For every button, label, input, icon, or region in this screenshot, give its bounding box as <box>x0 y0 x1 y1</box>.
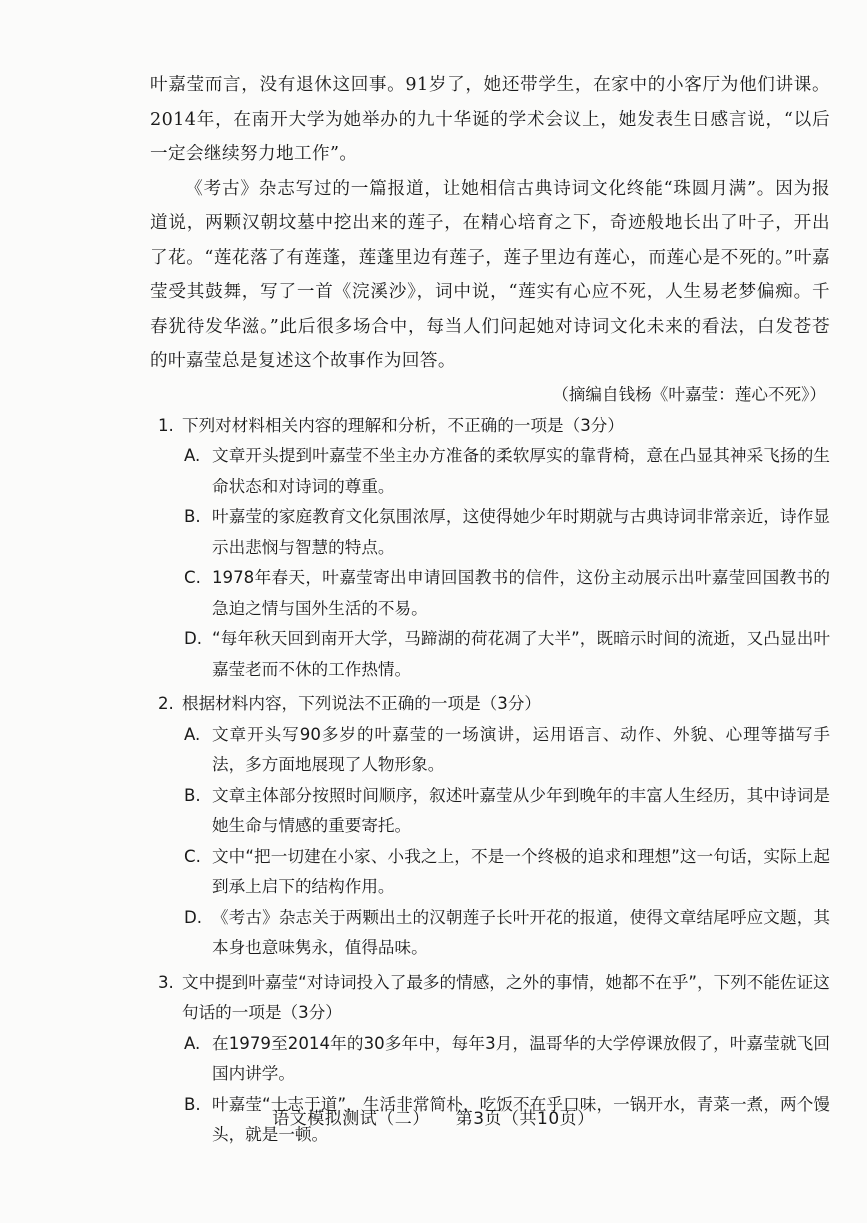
option-text: 叶嘉莹的家庭教育文化氛围浓厚，这使得她少年时期就与古典诗词非常亲近，诗作显示出悲悯与智慧的特点。 <box>212 507 830 557</box>
option-d <box>150 624 830 685</box>
option-letter: B. <box>184 785 201 805</box>
question-1 <box>150 411 830 686</box>
question-stem <box>150 689 830 720</box>
option-a <box>150 720 830 781</box>
question-text: 文中提到叶嘉莹“对诗词投入了最多的情感，之外的事情，她都不在乎”，下列不能佐证这句话的一项是（3分） <box>182 972 830 1022</box>
option-letter: C. <box>184 846 201 866</box>
question-number: 3. <box>158 972 174 992</box>
option-text: 文章开头写90多岁的叶嘉莹的一场演讲，运用语言、动作、外貌、心理等描写手法，多方面地展现了人物形象。 <box>212 724 830 774</box>
passage-paragraph-2: 《考古》杂志写过的一篇报道，让她相信古典诗词文化终能“珠圆月满”。因为报道说，两颗汉朝坟墓中挖出来的莲子，在精心培育之下，奇迹般地长出了叶子，开出了花。“莲花落了有莲蓬，莲蓬里边有莲子，莲子里边有莲心，而莲心是不死的。”叶嘉莹受其鼓舞，写了一首《浣溪沙》，词中说，“莲实有心应不死，人生易老梦偏痴。千春犹待发华滋。”此后很多场合中，每当人们问起她对诗词文化未来的看法，白发苍苍的叶嘉莹总是复述这个故事作为回答。 <box>150 178 830 371</box>
page-footer <box>0 1104 867 1129</box>
option-letter: B. <box>184 1094 201 1114</box>
question-number: 1. <box>158 415 174 435</box>
option-text: 文章开头提到叶嘉莹不坐主办方准备的柔软厚实的靠背椅，意在凸显其神采飞扬的生命状态和对诗词的尊重。 <box>212 446 830 496</box>
option-text: 《考古》杂志关于两颗出土的汉朝莲子长叶开花的报道，使得文章结尾呼应文题，其本身也意味隽永，值得品味。 <box>212 907 830 957</box>
option-letter: B. <box>184 507 201 526</box>
passage-source: （摘编自钱杨《叶嘉莹：莲心不死》） <box>552 384 826 404</box>
option-letter: D. <box>184 629 203 648</box>
option-text: 文章主体部分按照时间顺序，叙述叶嘉莹从少年到晚年的丰富人生经历，其中诗词是她生命与情感的重要寄托。 <box>212 785 830 835</box>
question-text: 下列对材料相关内容的理解和分析，不正确的一项是（3分） <box>182 415 624 435</box>
question-stem <box>150 968 830 1029</box>
option-b <box>150 502 830 563</box>
option-text: 叶嘉莹“士志于道”，生活非常简朴，吃饭不在乎口味，一锅开水，青菜一煮，两个馒头，就是一顿。 <box>212 1094 830 1144</box>
option-c <box>150 842 830 903</box>
option-letter: D. <box>184 907 203 927</box>
option-text: “每年秋天回到南开大学，马蹄湖的荷花凋了大半”，既暗示时间的流逝，又凸显出叶嘉莹老而不休的工作热情。 <box>212 629 830 679</box>
option-b <box>150 781 830 842</box>
option-text: 在1979至2014年的30多年中，每年3月，温哥华的大学停课放假了，叶嘉莹就飞回国内讲学。 <box>212 1033 830 1083</box>
option-letter: A. <box>184 724 201 744</box>
option-c <box>150 563 830 624</box>
option-text: 文中“把一切建在小家、小我之上，不是一个终极的追求和理想”这一句话，实际上起到承上启下的结构作用。 <box>212 846 830 896</box>
option-letter: A. <box>184 446 201 465</box>
page-content <box>150 68 830 1151</box>
option-text: 1978年春天，叶嘉莹寄出申请回国教书的信件，这份主动展示出叶嘉莹回国教书的急迫之情与国外生活的不易。 <box>212 568 830 618</box>
exam-title: 语文模拟测试（二） <box>272 1109 430 1129</box>
option-letter: C. <box>184 568 201 587</box>
option-a <box>150 441 830 502</box>
question-2 <box>150 689 830 964</box>
option-d <box>150 903 830 964</box>
question-text: 根据材料内容，下列说法不正确的一项是（3分） <box>182 694 542 713</box>
question-number: 2. <box>158 694 174 713</box>
option-letter: A. <box>184 1033 201 1053</box>
page-number: 第3页（共10页） <box>455 1109 595 1129</box>
option-a <box>150 1029 830 1090</box>
question-stem <box>150 411 830 442</box>
passage-paragraph-1: 叶嘉莹而言，没有退休这回事。91岁了，她还带学生，在家中的小客厅为他们讲课。2014年，在南开大学为她举办的九十华诞的学术会议上，她发表生日感言说，“以后一定会继续努力地工作”。 <box>150 75 830 164</box>
